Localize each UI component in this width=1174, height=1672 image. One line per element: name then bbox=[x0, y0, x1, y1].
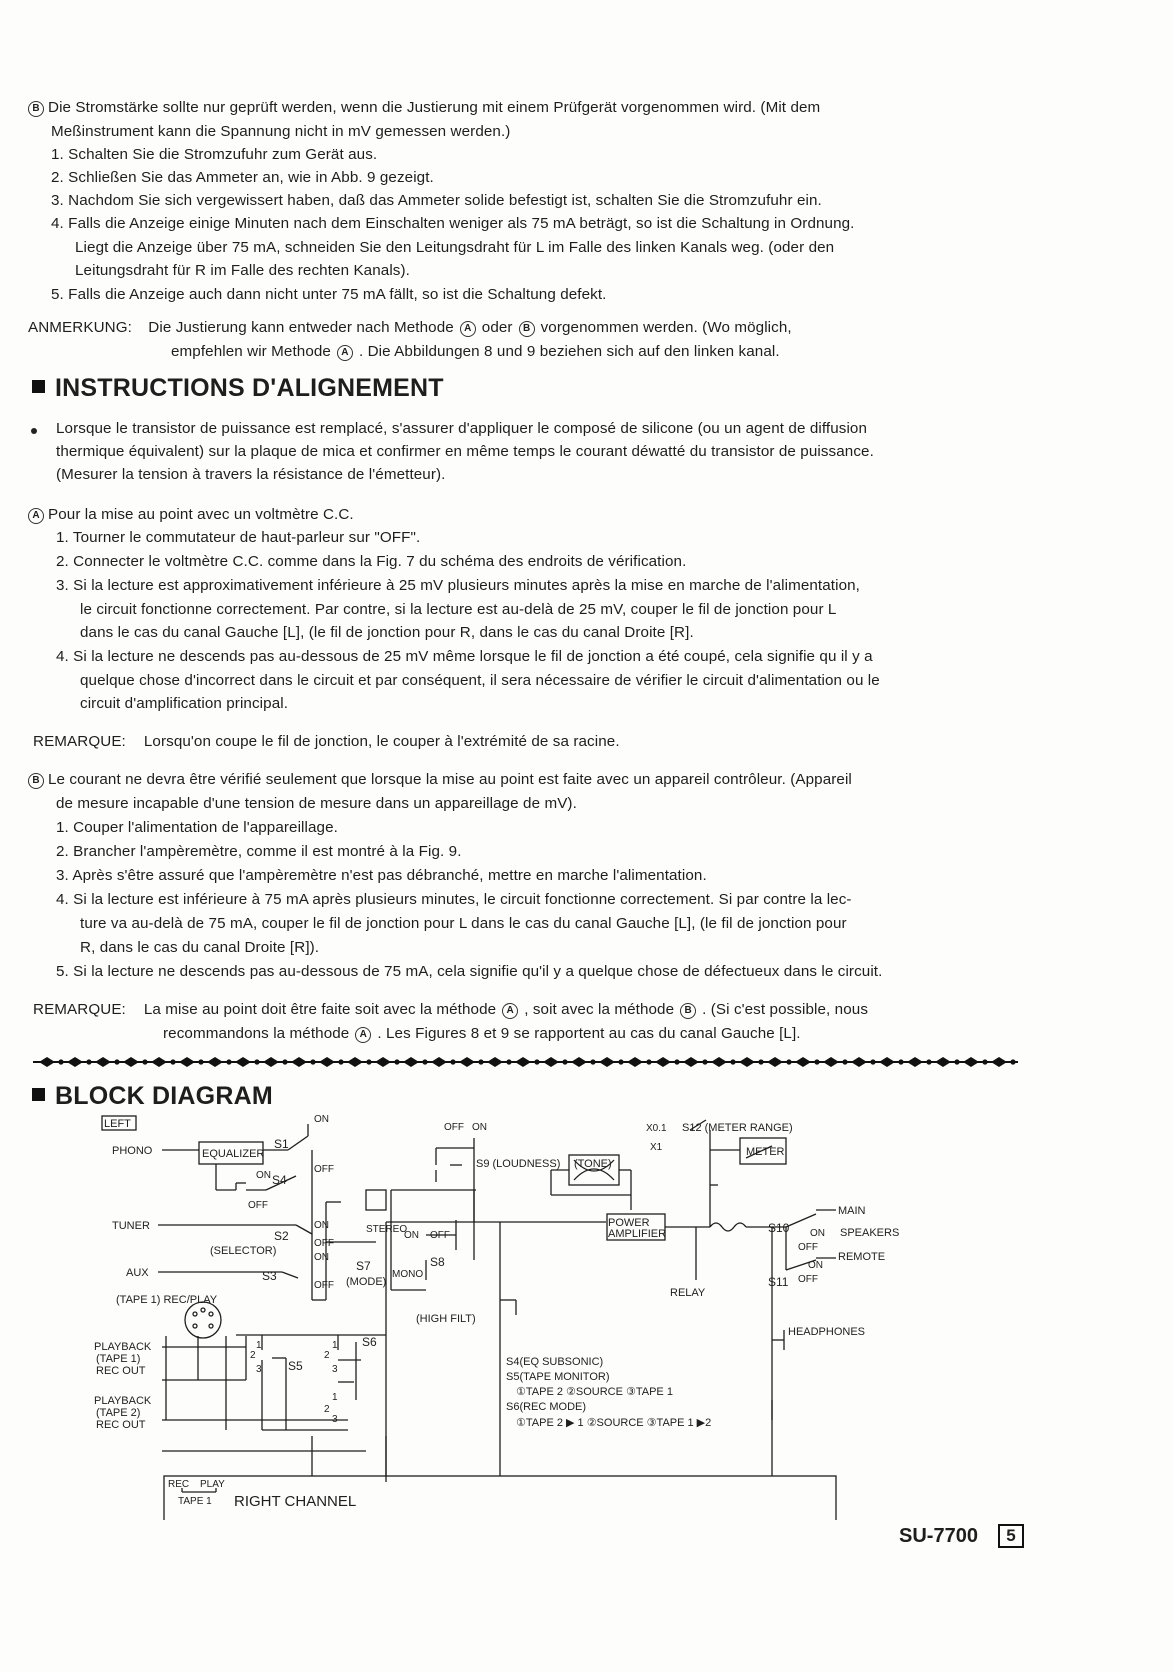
svg-text:3: 3 bbox=[332, 1364, 338, 1375]
french-intro-1: Lorsque le transistor de puissance est remplacé, s'assurer d'appliquer le composé de silicone (ou un agent de diffusion bbox=[56, 420, 868, 437]
french-b-line1: B Le courant ne devra être vérifié seulement que lorsque la mise au point est faite avec un appareil contrôleur. (Appareil bbox=[28, 770, 852, 790]
german-step-4a: 4. Falls die Anzeige einige Minuten nach dem Einschalten weniger als 75 mA beträgt, so ist die Schaltung in Ordnung. bbox=[51, 215, 855, 232]
german-note: ANMERKUNG: Die Justierung kann entweder nach Methode A oder B vorgenommen werden. (Wo möglich, bbox=[28, 319, 792, 336]
svg-text:OFF: OFF bbox=[248, 1200, 268, 1211]
svg-text:METER: METER bbox=[746, 1146, 785, 1158]
svg-text:PHONO: PHONO bbox=[112, 1145, 153, 1157]
divider-diamond bbox=[487, 1057, 503, 1067]
divider-dot bbox=[142, 1059, 147, 1064]
block-diagram bbox=[86, 1110, 1046, 1520]
svg-text:MONO: MONO bbox=[392, 1269, 424, 1280]
divider-diamond bbox=[95, 1057, 111, 1067]
svg-text:(HIGH FILT): (HIGH FILT) bbox=[416, 1313, 476, 1325]
svg-text:(TAPE 1) REC/PLAY: (TAPE 1) REC/PLAY bbox=[116, 1294, 218, 1306]
page-number: 5 bbox=[998, 1524, 1024, 1548]
french-a-step-3b: le circuit fonctionne correctement. Par contre, si la lecture est au-delà de 25 mV, couper le fil de jonction pour L bbox=[80, 601, 837, 618]
divider-diamond bbox=[795, 1057, 811, 1067]
divider-diamond bbox=[907, 1057, 923, 1067]
divider-dot bbox=[758, 1059, 763, 1064]
svg-text:S2: S2 bbox=[274, 1229, 289, 1243]
svg-text:ON: ON bbox=[404, 1230, 419, 1241]
french-b-step-4a: 4. Si la lecture est inférieure à 75 mA après plusieurs minutes, le circuit fonctionne correctement. Si par contre la lec- bbox=[56, 891, 852, 908]
divider-diamond bbox=[823, 1057, 839, 1067]
svg-text:2: 2 bbox=[324, 1404, 330, 1415]
divider-dot bbox=[198, 1059, 203, 1064]
divider-diamond bbox=[263, 1057, 279, 1067]
svg-text:S6(REC MODE): S6(REC MODE) bbox=[506, 1401, 587, 1413]
svg-text:①TAPE 2 ▶ 1 ②SOURCE ③TAPE 1: ①TAPE 2 ▶ 1 ②SOURCE ③TAPE 1 ▶2 bbox=[516, 1417, 712, 1429]
svg-text:S12 (METER RANGE): S12 (METER RANGE) bbox=[682, 1122, 793, 1134]
french-remark-2: REMARQUE: La mise au point doit être faite soit avec la méthode A , soit avec la méthode B . (Si c'est possible, nous bbox=[33, 1001, 869, 1018]
french-a-step-4c: circuit d'amplification principal. bbox=[80, 695, 289, 712]
divider-diamond bbox=[655, 1057, 671, 1067]
svg-text:AUX: AUX bbox=[126, 1267, 149, 1279]
svg-text:HEADPHONES: HEADPHONES bbox=[788, 1326, 866, 1338]
french-b-step-3: 3. Après s'être assuré que l'ampèremètre n'est pas débranché, mettre en marche l'alimentation. bbox=[56, 867, 707, 884]
heading-square-icon bbox=[32, 1088, 45, 1101]
divider-dot bbox=[786, 1059, 791, 1064]
german-step-5: 5. Falls die Anzeige auch dann nicht unter 75 mA fällt, so ist die Schaltung defekt. bbox=[51, 286, 607, 303]
french-a-step-4b: quelque chose d'incorrect dans le circuit et par conséquent, il sera nécessaire de vérifier le circuit d'alimentation ou le bbox=[80, 672, 880, 689]
divider-dot bbox=[562, 1059, 567, 1064]
divider-dot bbox=[730, 1059, 735, 1064]
svg-text:TAPE 1: TAPE 1 bbox=[178, 1496, 212, 1507]
svg-text:3: 3 bbox=[256, 1364, 262, 1375]
svg-text:OFF: OFF bbox=[798, 1274, 818, 1285]
svg-text:ON: ON bbox=[314, 1252, 329, 1263]
french-a-step-2: 2. Connecter le voltmètre C.C. comme dans la Fig. 7 du schéma des endroits de vérification. bbox=[56, 553, 687, 570]
french-a-step-3c: dans le cas du canal Gauche [L], (le fil de jonction pour R, dans le cas du canal Droite [R]. bbox=[80, 624, 694, 641]
divider-dot bbox=[870, 1059, 875, 1064]
german-step-4c: Leitungsdraht für R im Falle des rechten Kanals). bbox=[75, 262, 410, 279]
svg-text:2: 2 bbox=[324, 1350, 330, 1361]
divider-dot bbox=[534, 1059, 539, 1064]
svg-text:OFF: OFF bbox=[444, 1122, 464, 1133]
divider-diamond bbox=[39, 1057, 55, 1067]
divider-dot bbox=[982, 1059, 987, 1064]
svg-text:S7: S7 bbox=[356, 1259, 371, 1273]
french-b-step-1: 1. Couper l'alimentation de l'appareillage. bbox=[56, 819, 338, 836]
svg-text:S3: S3 bbox=[262, 1269, 277, 1283]
circled-b-marker: B bbox=[28, 101, 44, 117]
svg-text:ON: ON bbox=[314, 1114, 329, 1125]
svg-text:ON: ON bbox=[472, 1122, 487, 1133]
heading-square-icon bbox=[32, 380, 45, 393]
svg-text:X1: X1 bbox=[650, 1142, 663, 1153]
french-section-heading: INSTRUCTIONS D'ALIGNEMENT bbox=[32, 374, 444, 403]
svg-text:1: 1 bbox=[256, 1340, 262, 1351]
french-intro-2: thermique équivalent) sur la plaque de mica et confirmer en même temps le courant déwatté du transistor de puissance. bbox=[56, 443, 874, 460]
svg-text:(MODE): (MODE) bbox=[346, 1276, 387, 1288]
german-step-4b: Liegt die Anzeige über 75 mA, schneiden Sie den Leitungsdraht für L im Falle des linken Kanals weg. (oder den bbox=[75, 239, 835, 256]
divider-dot bbox=[590, 1059, 595, 1064]
svg-text:S1: S1 bbox=[274, 1137, 289, 1151]
svg-text:STEREO: STEREO bbox=[366, 1224, 408, 1235]
svg-text:S4(EQ SUBSONIC): S4(EQ SUBSONIC) bbox=[506, 1356, 604, 1368]
svg-text:OFF: OFF bbox=[314, 1164, 334, 1175]
divider-dot bbox=[646, 1059, 651, 1064]
divider-dot bbox=[898, 1059, 903, 1064]
svg-text:OFF: OFF bbox=[314, 1280, 334, 1291]
german-note-label: ANMERKUNG: bbox=[28, 319, 132, 336]
divider-dot bbox=[366, 1059, 371, 1064]
svg-text:EQUALIZER: EQUALIZER bbox=[202, 1148, 265, 1160]
divider-diamond bbox=[319, 1057, 335, 1067]
french-b-step-4b: ture va au-delà de 75 mA, couper le fil de jonction pour L dans le cas du canal Gauche [L], (le fil de jonction pour bbox=[80, 915, 847, 932]
svg-text:SPEAKERS: SPEAKERS bbox=[840, 1227, 900, 1239]
divider-dot bbox=[702, 1059, 707, 1064]
svg-text:1: 1 bbox=[332, 1392, 338, 1403]
divider-diamond bbox=[571, 1057, 587, 1067]
divider-diamond bbox=[235, 1057, 251, 1067]
divider-dot bbox=[254, 1059, 259, 1064]
svg-text:RIGHT CHANNEL: RIGHT CHANNEL bbox=[234, 1493, 357, 1510]
divider-dot bbox=[1010, 1059, 1015, 1064]
svg-text:POWER: POWER bbox=[608, 1217, 650, 1229]
divider-diamond bbox=[711, 1057, 727, 1067]
svg-text:OFF: OFF bbox=[314, 1238, 334, 1249]
svg-text:LEFT: LEFT bbox=[104, 1118, 131, 1130]
french-remark-2-line2: recommandons la méthode A . Les Figures 8 et 9 se rapportent au cas du canal Gauche [L]. bbox=[163, 1025, 801, 1042]
svg-text:S8: S8 bbox=[430, 1255, 445, 1269]
svg-text:REMOTE: REMOTE bbox=[838, 1251, 886, 1263]
divider-diamond bbox=[599, 1057, 615, 1067]
divider-dot bbox=[926, 1059, 931, 1064]
divider-dot bbox=[422, 1059, 427, 1064]
divider-diamond bbox=[347, 1057, 363, 1067]
svg-text:REC OUT: REC OUT bbox=[96, 1365, 146, 1377]
svg-text:ON: ON bbox=[256, 1170, 271, 1181]
french-a-title: A Pour la mise au point avec un voltmètre C.C. bbox=[28, 505, 354, 525]
divider-dot bbox=[506, 1059, 511, 1064]
divider-diamond bbox=[767, 1057, 783, 1067]
svg-text:(SELECTOR): (SELECTOR) bbox=[210, 1245, 277, 1257]
svg-text:RELAY: RELAY bbox=[670, 1287, 706, 1299]
divider-dot bbox=[842, 1059, 847, 1064]
divider-diamond bbox=[431, 1057, 447, 1067]
divider-dot bbox=[282, 1059, 287, 1064]
french-a-step-1: 1. Tourner le commutateur de haut-parleur sur "OFF". bbox=[56, 529, 421, 546]
model-number: SU-7700 bbox=[899, 1525, 978, 1547]
svg-text:ON: ON bbox=[314, 1220, 329, 1231]
divider-diamond bbox=[879, 1057, 895, 1067]
svg-text:S10: S10 bbox=[768, 1221, 790, 1235]
german-step-3: 3. Nachdom Sie sich vergewissert haben, daß das Ammeter solide befestigt ist, schalten Sie die Stromzufuhr ein. bbox=[51, 192, 822, 209]
svg-text:REC: REC bbox=[168, 1479, 190, 1490]
divider-diamond bbox=[67, 1057, 83, 1067]
divider-diamond bbox=[459, 1057, 475, 1067]
svg-text:TUNER: TUNER bbox=[112, 1220, 150, 1232]
german-b-line2: Meßinstrument kann die Spannung nicht in mV gemessen werden.) bbox=[51, 123, 511, 140]
divider-dot bbox=[394, 1059, 399, 1064]
svg-text:2: 2 bbox=[250, 1350, 256, 1361]
divider-diamond bbox=[543, 1057, 559, 1067]
svg-text:ON: ON bbox=[808, 1260, 823, 1271]
svg-text:ON: ON bbox=[810, 1228, 825, 1239]
svg-text:OFF: OFF bbox=[430, 1230, 450, 1241]
svg-text:S6: S6 bbox=[362, 1335, 377, 1349]
svg-text:1: 1 bbox=[332, 1340, 338, 1351]
german-b-line1: B Die Stromstärke sollte nur geprüft werden, wenn die Justierung mit einem Prüfgerät vorgenommen wird. (Mit dem bbox=[28, 98, 1028, 118]
divider-diamond bbox=[991, 1057, 1007, 1067]
divider-diamond bbox=[515, 1057, 531, 1067]
divider-diamond bbox=[207, 1057, 223, 1067]
svg-text:PLAY: PLAY bbox=[200, 1479, 225, 1490]
german-step-2: 2. Schließen Sie das Ammeter an, wie in Abb. 9 gezeigt. bbox=[51, 169, 434, 186]
german-note-line2: empfehlen wir Methode A . Die Abbildungen 8 und 9 beziehen sich auf den linken kanal. bbox=[171, 343, 780, 360]
french-a-step-4a: 4. Si la lecture ne descends pas au-dessous de 25 mV même lorsque le fil de jonction a été coupé, cela signifie qu il y a bbox=[56, 648, 873, 665]
divider-dot bbox=[618, 1059, 623, 1064]
divider-diamond bbox=[151, 1057, 167, 1067]
french-remark-1: REMARQUE: Lorsqu'on coupe le fil de jonction, le couper à l'extrémité de sa racine. bbox=[33, 733, 620, 750]
svg-text:MAIN: MAIN bbox=[838, 1205, 866, 1217]
svg-text:S5(TAPE MONITOR): S5(TAPE MONITOR) bbox=[506, 1371, 610, 1383]
divider-dot bbox=[114, 1059, 119, 1064]
divider-dot bbox=[450, 1059, 455, 1064]
svg-text:X0.1: X0.1 bbox=[646, 1123, 667, 1134]
svg-text:S5: S5 bbox=[288, 1359, 303, 1373]
french-b-step-4c: R, dans le cas du canal Droite [R]). bbox=[80, 939, 320, 956]
ornamental-divider bbox=[33, 1055, 1018, 1069]
divider-diamond bbox=[683, 1057, 699, 1067]
divider-dot bbox=[338, 1059, 343, 1064]
divider-dot bbox=[478, 1059, 483, 1064]
divider-dot bbox=[86, 1059, 91, 1064]
french-b-step-2: 2. Brancher l'ampèremètre, comme il est montré à la Fig. 9. bbox=[56, 843, 462, 860]
svg-text:①TAPE 2 ②SOURCE ③TAPE 1: ①TAPE 2 ②SOURCE ③TAPE 1 bbox=[516, 1386, 673, 1398]
divider-dot bbox=[58, 1059, 63, 1064]
divider-diamond bbox=[179, 1057, 195, 1067]
svg-text:(TONE): (TONE) bbox=[574, 1158, 612, 1170]
svg-text:AMPLIFIER: AMPLIFIER bbox=[608, 1228, 667, 1240]
divider-dot bbox=[226, 1059, 231, 1064]
divider-dot bbox=[954, 1059, 959, 1064]
divider-dot bbox=[674, 1059, 679, 1064]
french-b-step-5: 5. Si la lecture ne descends pas au-dessous de 75 mA, cela signifie qu'il y a quelque chose de défectueux dans le circuit. bbox=[56, 963, 883, 980]
bullet-icon bbox=[31, 428, 37, 434]
svg-text:3: 3 bbox=[332, 1414, 338, 1425]
divider-diamond bbox=[375, 1057, 391, 1067]
svg-text:PLAYBACK: PLAYBACK bbox=[94, 1395, 152, 1407]
divider-dot bbox=[814, 1059, 819, 1064]
french-b-line2: de mesure incapable d'une tension de mesure dans un appareillage de mV). bbox=[56, 795, 577, 812]
svg-text:S11: S11 bbox=[768, 1275, 789, 1289]
divider-diamond bbox=[403, 1057, 419, 1067]
divider-diamond bbox=[935, 1057, 951, 1067]
divider-diamond bbox=[851, 1057, 867, 1067]
svg-text:(TAPE 1): (TAPE 1) bbox=[96, 1353, 141, 1365]
divider-dot bbox=[310, 1059, 315, 1064]
svg-text:(TAPE 2): (TAPE 2) bbox=[96, 1407, 141, 1419]
block-diagram-heading: BLOCK DIAGRAM bbox=[32, 1082, 273, 1111]
svg-text:S9 (LOUDNESS): S9 (LOUDNESS) bbox=[476, 1158, 561, 1170]
svg-text:REC OUT: REC OUT bbox=[96, 1419, 146, 1431]
german-step-1: 1. Schalten Sie die Stromzufuhr zum Gerät aus. bbox=[51, 146, 378, 163]
divider-diamond bbox=[627, 1057, 643, 1067]
svg-text:S4: S4 bbox=[272, 1173, 287, 1187]
divider-dot bbox=[170, 1059, 175, 1064]
french-intro-3: (Mesurer la tension à travers la résistance de l'émetteur). bbox=[56, 466, 446, 483]
svg-text:PLAYBACK: PLAYBACK bbox=[94, 1341, 152, 1353]
divider-diamond bbox=[739, 1057, 755, 1067]
divider-diamond bbox=[123, 1057, 139, 1067]
divider-diamond bbox=[291, 1057, 307, 1067]
svg-text:OFF: OFF bbox=[798, 1242, 818, 1253]
divider-diamond bbox=[963, 1057, 979, 1067]
french-a-step-3a: 3. Si la lecture est approximativement inférieure à 25 mV plusieurs minutes après la mise en marche de l'alimentation, bbox=[56, 577, 860, 594]
